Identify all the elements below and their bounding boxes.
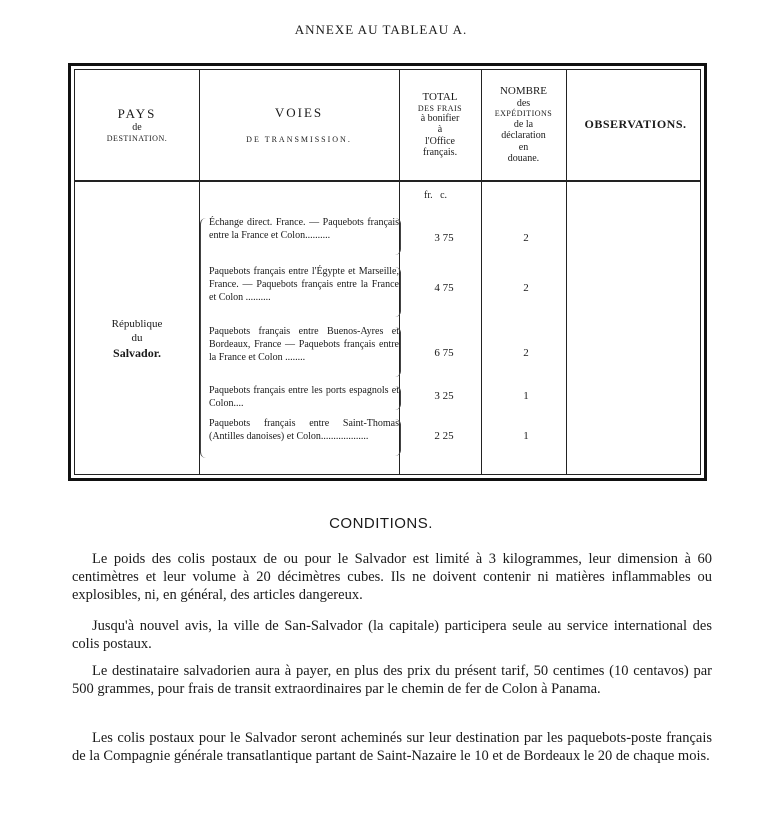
header-nombre-line: déclaration — [501, 130, 546, 142]
table-row-route: Échange direct. France. — Paquebots français entre la France et Colon.......... — [209, 217, 399, 241]
header-nombre-line: en — [518, 141, 529, 153]
table-row-route: Paquebots français entre l'Égypte et Marseille, France. — Paquebots français entre la France et Colon .......... — [209, 266, 399, 303]
header-nombre-line: douane. — [507, 153, 540, 165]
table-row-fee: 4 75 — [434, 282, 454, 294]
header-total-line: TOTAL — [422, 91, 458, 104]
header-nombre-line: NOMBRE — [499, 85, 548, 98]
header-voies — [199, 70, 399, 180]
table-row-fee: 3 75 — [434, 232, 454, 244]
header-pays-line: PAYS — [117, 106, 157, 122]
header-voies-line: VOIES — [274, 104, 324, 120]
row-brace — [394, 267, 401, 317]
table-row-count: 2 — [523, 232, 529, 244]
table-row-fee: 2 25 — [434, 430, 454, 442]
header-nombre-line: de la — [513, 118, 534, 130]
row-brace — [394, 419, 401, 456]
header-pays — [75, 70, 199, 180]
header-pays-line: de — [132, 122, 142, 134]
table-row-route: Paquebots français entre les ports espagnols et Colon.... — [209, 385, 399, 409]
currency-units: fr. c. — [424, 190, 448, 201]
header-rule — [75, 180, 700, 182]
conditions-paragraph: Jusqu'à nouvel avis, la ville de San-Salvador (la capitale) participera seule au service international des colis postaux. — [72, 618, 712, 652]
conditions-title: CONDITIONS. — [329, 515, 433, 532]
header-total-line: à — [437, 124, 443, 136]
header-total-line: l'Office — [425, 135, 455, 147]
tariff-table — [68, 63, 707, 481]
header-voies-line: DE TRANSMISSION. — [246, 134, 352, 144]
table-row-route: Paquebots français entre Buenos-Ayres et Bordeaux, France — Paquebots français entre la France et Colon ........ — [209, 326, 399, 363]
row-brace — [394, 218, 401, 255]
row-brace — [394, 386, 401, 410]
table-row-count: 2 — [523, 347, 529, 359]
conditions-paragraph: Le destinataire salvadorien aura à payer, en plus des prix du présent tarif, 50 centimes (10 centavos) par 500 grammes, pour frais de transit extraordinaires par le chemin de fer de Colon à Panama. — [72, 663, 712, 697]
header-nombre — [481, 70, 566, 180]
table-row-route: Paquebots français entre Saint-Thomas (Antilles danoises) et Colon................... — [209, 418, 399, 442]
country-line: République — [111, 318, 163, 330]
country-name: Salvador. — [113, 345, 161, 360]
header-total-line: français. — [422, 147, 458, 159]
table-inner — [74, 69, 701, 475]
conditions-paragraph: Les colis postaux pour le Salvador seront acheminés sur leur destination par les paquebots-poste français de la Compagnie générale transatlantique partant de Saint-Nazaire le 10 et de Bordeaux le 20 de chaque mois. — [72, 730, 712, 764]
destination-country — [75, 318, 199, 361]
page-header: ANNEXE AU TABLEAU A. — [294, 22, 468, 37]
header-total-line: DES FRAIS — [417, 103, 463, 113]
header-nombre-line: EXPÉDITIONS — [494, 109, 553, 119]
header-observations-label: OBSERVATIONS. — [584, 117, 687, 132]
country-line: du — [131, 331, 143, 344]
header-total-line: à bonifier — [420, 112, 460, 124]
table-row-fee: 3 25 — [434, 390, 454, 402]
header-pays-line: DESTINATION. — [106, 133, 168, 143]
table-row-fee: 6 75 — [434, 347, 454, 359]
row-brace — [394, 327, 401, 377]
conditions-paragraph: Le poids des colis postaux de ou pour le Salvador est limité à 3 kilogrammes, leur dimension à 60 centimètres et leur volume à 20 décimètres cubes. Ils ne doivent contenir ni matières inflammables ou explosibles, ni, en général, des articles dangereux. — [72, 551, 712, 603]
table-row-count: 2 — [523, 282, 529, 294]
header-nombre-line: des — [516, 97, 531, 109]
table-row-count: 1 — [523, 430, 529, 442]
left-brace — [200, 218, 207, 458]
header-observations — [566, 70, 705, 180]
table-row-count: 1 — [523, 390, 529, 402]
header-total — [399, 70, 481, 180]
